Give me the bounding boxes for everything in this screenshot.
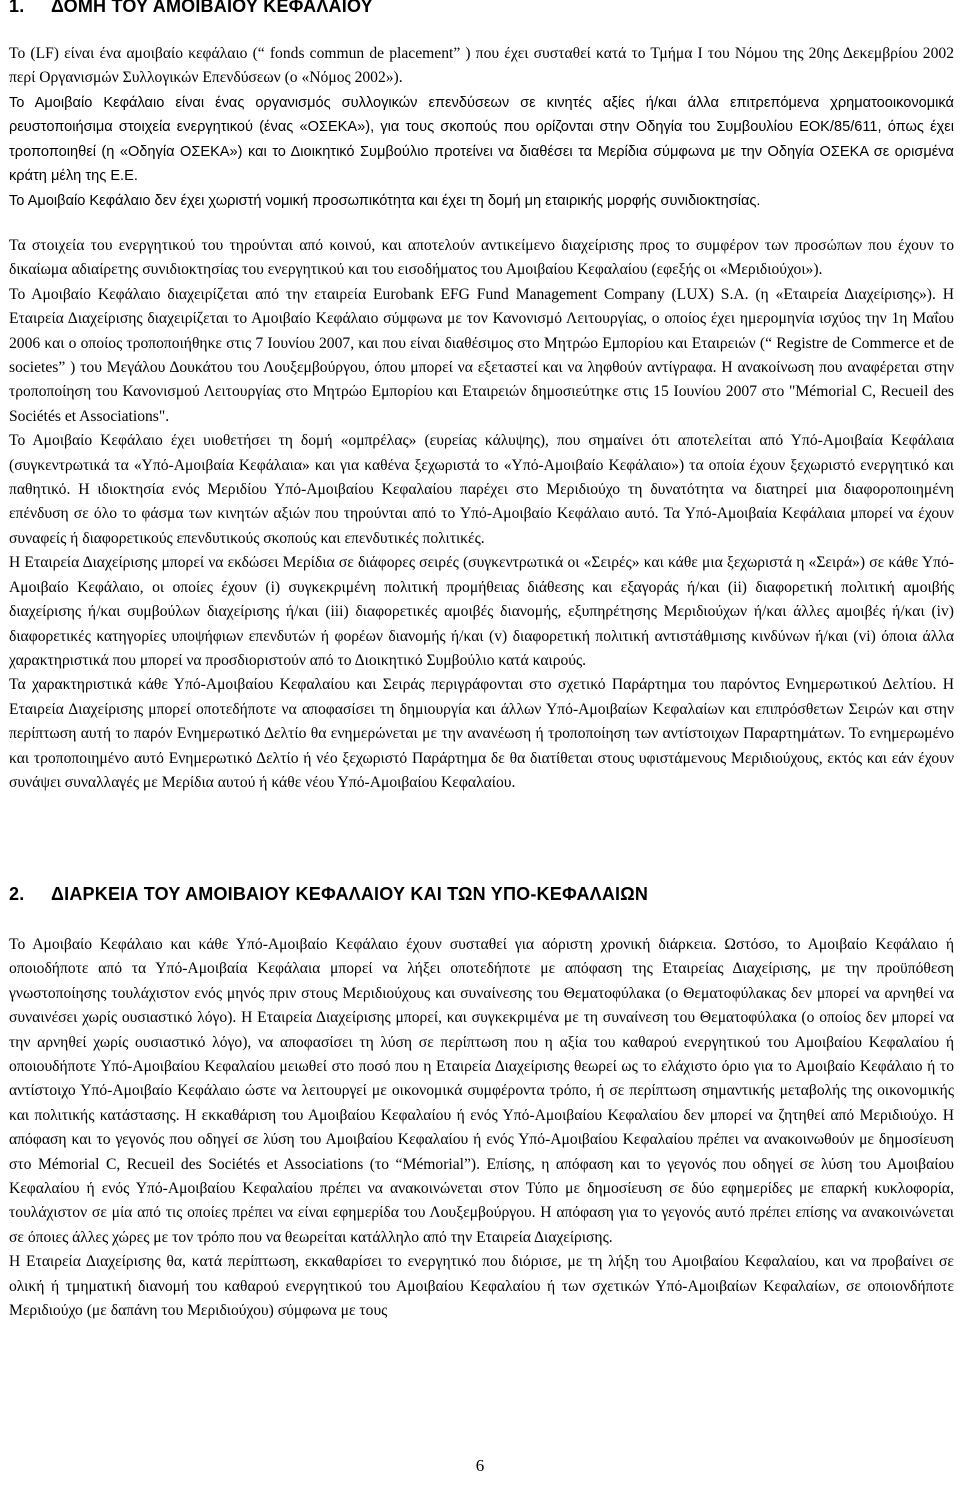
section-1-paragraph-5: Το Αμοιβαίο Κεφάλαιο διαχειρίζεται από την εταιρεία Eurobank EFG Fund Management Company (LUX) S.A. (η «Εταιρεία Διαχείρισης»). Η Εταιρεία Διαχείρισης διαχειρίζεται το Αμοιβαίο Κεφάλαιο σύμφωνα με τον Κανονισμό Λειτουργίας, ο οποίος έχει ημερομηνία ισχύος την 1η Μαΐου 2006 και ο οποίος τροποποιήθηκε στις 7 Ιουνίου 2007, και που είναι διαθέσιμος στο Μητρώο Εμπορίου και Εταιρειών (“ Registre de Commerce et de societes” ) του Μεγάλου Δουκάτου του Λουξεμβούργου, όπου μπορεί να εξεταστεί και να ληφθούν αντίγραφα. Η ανακοίνωση που αναφέρεται στην τροποποίηση του Κανονισμού Λειτουργίας στο Μητρώο Εμπορίου και Εταιρειών δημοσιεύτηκε στις 15 Ιουνίου 2007 στο "Mémorial C, Recueil des Sociétés et Associations". xyxy=(9,285,954,425)
section-1-number: 1. xyxy=(9,0,25,16)
section-1-paragraph-6: Το Αμοιβαίο Κεφάλαιο έχει υιοθετήσει τη δομή «ομπρέλας» (ευρείας κάλυψης), που σημαίνει ότι αποτελείται από Υπό-Αμοιβαία Κεφάλαια (συγκεντρωτικά τα «Υπό-Αμοιβαία Κεφάλαια» και για καθένα ξεχωριστά το «Υπό-Αμοιβαίο Κεφάλαιο») τα οποία έχουν ξεχωριστό ενεργητικό και παθητικό. Η ιδιοκτησία ενός Μεριδίου Υπό-Αμοιβαίου Κεφαλαίου παρέχει στο Μεριδιούχο τη δυνατότητα να διατηρεί μια διαφοροποιημένη επένδυση σε όλο το φάσμα των κινητών αξιών που τηρούνται από το Υπό-Αμοιβαίο Κεφάλαιο αυτό. Τα Υπό-Αμοιβαία Κεφάλαια μπορεί να έχουν συναφείς ή διαφορετικούς επενδυτικούς σκοπούς και επενδυτικές πολιτικές. xyxy=(9,432,954,547)
section-2-heading xyxy=(9,884,648,905)
section-1-paragraph-2: Το Αμοιβαίο Κεφάλαιο είναι ένας οργανισμός συλλογικών επενδύσεων σε κινητές αξίες ή/και άλλα επιτρεπόμενα χρηματοοικονομικά ρευστοποιήσιμα στοιχεία ενεργητικού (ένας «ΟΣΕΚΑ»), για τους σκοπούς που ορίζονται στην Οδηγία του Συμβουλίου ΕΟΚ/85/611, όπως έχει τροποποιηθεί (η «Οδηγία ΟΣΕΚΑ») και το Διοικητικό Συμβούλιο προτείνει να διαθέσει τα Μερίδια σύμφωνα με την Οδηγία ΟΣΕΚΑ σε ορισμένα κράτη μέλη της Ε.Ε. xyxy=(9,95,954,185)
section-1-paragraph-8: Τα χαρακτηριστικά κάθε Υπό-Αμοιβαίου Κεφαλαίου και Σειράς περιγράφονται στο σχετικό Παράρτημα του παρόντος Ενημερωτικού Δελτίου. Η Εταιρεία Διαχείρισης μπορεί οποτεδήποτε να αποφασίσει τη δημιουργία και άλλων Υπό-Αμοιβαίων Κεφαλαίων και επιπρόσθετων Σειρών και στην περίπτωση αυτή το παρόν Ενημερωτικό Δελτίο θα ενημερώνεται με την ανανέωση ή τροποποίηση των αντίστοιχων Παραρτημάτων. Το ενημερωμένο και τροποποιημένο αυτό Ενημερωτικό Δελτίο ή νέο ξεχωριστό Παράρτημα δε θα διατίθεται στους υφιστάμενους Μεριδιούχους, εκτός και εάν έχουν συνάψει συναλλαγές με Μερίδια αυτού ή κάθε νέου Υπό-Αμοιβαίου Κεφαλαίου. xyxy=(9,676,954,791)
section-1-body-sans xyxy=(9,91,954,213)
section-2-number: 2. xyxy=(9,884,25,904)
section-1-heading xyxy=(9,0,373,17)
page-number: 6 xyxy=(475,1456,485,1475)
section-1-paragraph-4: Τα στοιχεία του ενεργητικού του τηρούνται από κοινού, και αποτελούν αντικείμενο διαχείρισης προς το συμφέρον των προσώπων που έχουν το δικαίωμα αδιαίρετης συνιδιοκτησίας του ενεργητικού και του εισοδήματος του Αμοιβαίου Κεφαλαίου (εφεξής οι «Μεριδιούχοι»). xyxy=(9,237,954,279)
section-1-paragraph-3: Το Αμοιβαίο Κεφάλαιο δεν έχει χωριστή νομική προσωπικότητα και έχει τη δομή μη εταιρικής μορφής συνιδιοκτησίας. xyxy=(9,192,761,209)
section-2-title: ΔΙΑΡΚΕΙΑ ΤΟΥ ΑΜΟΙΒΑΙΟΥ ΚΕΦΑΛΑΙΟΥ ΚΑΙ ΤΩΝ ΥΠΟ-ΚΕΦΑΛΑΙΩΝ xyxy=(51,884,649,904)
section-2-body xyxy=(9,933,954,1324)
section-2-paragraph-1: Το Αμοιβαίο Κεφάλαιο και κάθε Υπό-Αμοιβαίο Κεφάλαιο έχουν συσταθεί για αόριστη χρονική διάρκεια. Ωστόσο, το Αμοιβαίο Κεφάλαιο ή οποιοδήποτε από τα Υπό-Αμοιβαία Κεφάλαια μπορεί να λήξει οποτεδήποτε με απόφαση της Εταιρείας Διαχείρισης, με την προϋπόθεση γνωστοποίησης τουλάχιστον ενός μηνός πριν στους Μεριδιούχους και συναίνεσης του Θεματοφύλακα (ο Θεματοφύλακας δεν μπορεί να αρνηθεί να συναινέσει χωρίς ουσιαστικό λόγο). Η Εταιρεία Διαχείρισης μπορεί, και συγκεκριμένα με τη συναίνεση του Θεματοφύλακα (ο οποίος δεν μπορεί να την αρνηθεί χωρίς ουσιαστικό λόγο), να αποφασίσει τη λύση σε περίπτωση που η αξία του καθαρού ενεργητικού του Αμοιβαίου Κεφαλαίου ή οποιουδήποτε Υπό-Αμοιβαίου Κεφαλαίου μειωθεί στο ποσό που η Εταιρεία Διαχείρισης θεωρεί ως το ελάχιστο όριο για το Αμοιβαίο Κεφάλαιο ή το αντίστοιχο Υπό-Αμοιβαίο Κεφάλαιο ώστε να λειτουργεί με οικονομικά συμφέροντα τρόπο, ή σε περίπτωση σημαντικής μεταβολής της οικονομικής και πολιτικής κατάστασης. Η εκκαθάριση του Αμοιβαίου Κεφαλαίου ή ενός Υπό-Αμοιβαίου Κεφαλαίου δεν μπορεί να ζητηθεί από Μεριδιούχο. Η απόφαση και το γεγονός που οδηγεί σε λύση του Αμοιβαίου Κεφαλαίου ή ενός Υπό-Αμοιβαίου Κεφαλαίου πρέπει να ανακοινωθούν με δημοσίευση στο Mémorial C, Recueil des Sociétés et Associations (το “Mémorial”). Επίσης, η απόφαση και το γεγονός που οδηγεί σε λύση του Αμοιβαίου Κεφαλαίου ή ενός Υπό-Αμοιβαίου Κεφαλαίου πρέπει να ανακοινώνεται στον Τύπο με δημοσίευση σε δύο εφημερίδες με επαρκή κυκλοφορία, τουλάχιστον σε μία από τις οποίες πρέπει να είναι εφημερίδα του Λουξεμβούργου. Η απόφαση για το γεγονός αυτό πρέπει επίσης να ανακοινώνεται σε όποιες άλλες χώρες με τον τρόπο που να θεωρείται κατάλληλο από την Εταιρεία Διαχείρισης. xyxy=(9,936,954,1246)
section-1-title: ΔΟΜΗ ΤΟΥ ΑΜΟΙΒΑΙΟΥ ΚΕΦΑΛΑΙΟΥ xyxy=(51,0,373,16)
section-1-paragraph-7: Η Εταιρεία Διαχείρισης μπορεί να εκδώσει Μερίδια σε διάφορες σειρές (συγκεντρωτικά οι «Σειρές» και κάθε μια ξεχωριστά η «Σειρά») σε κάθε Υπό-Αμοιβαίο Κεφάλαιο, οι οποίες έχουν (i) συγκεκριμένη πολιτική προμήθειας διάθεσης και εξαγοράς ή/και (ii) διαφορετική πολιτική αμοιβής διαχείρισης ή/και συμβούλων διαχείρισης ή/και (iii) διαφορετικές αμοιβές διανομής, εξυπηρέτησης Μεριδιούχων ή/και άλλες αμοιβές ή/και (iv) διαφορετικές κατηγορίες υποψήφιων επενδυτών ή φορέων διανομής ή/και (v) διαφορετική πολιτική αντιστάθμισης κινδύνων ή/και (vi) όποια άλλα χαρακτηριστικά που μπορεί να προσδιοριστούν από το Διοικητικό Συμβούλιο κατά καιρούς. xyxy=(9,554,954,669)
section-2-paragraph-2: Η Εταιρεία Διαχείρισης θα, κατά περίπτωση, εκκαθαρίσει το ενεργητικό που διόρισε, με τη λήξη του Αμοιβαίου Κεφαλαίου, και να προβαίνει σε ολική ή τμηματική διανομή του καθαρού ενεργητικού του Αμοιβαίου Κεφαλαίου ή των σχετικών Υπό-Αμοιβαίων Κεφαλαίων, σε οποιονδήποτε Μεριδιούχο (με δαπάνη του Μεριδιούχου) σύμφωνα με τους xyxy=(9,1253,954,1320)
section-1-body xyxy=(9,42,954,91)
section-1-body-cont xyxy=(9,234,954,795)
section-1-paragraph-1: Το (LF) είναι ένα αμοιβαίο κεφάλαιο (“ fonds commun de placement” ) που έχει συσταθεί κατά το Τμήμα Ι του Νόμου της 20ης Δεκεμβρίου 2002 περί Οργανισμών Συλλογικών Επενδύσεων (ο «Νόμος 2002»). xyxy=(9,45,954,87)
